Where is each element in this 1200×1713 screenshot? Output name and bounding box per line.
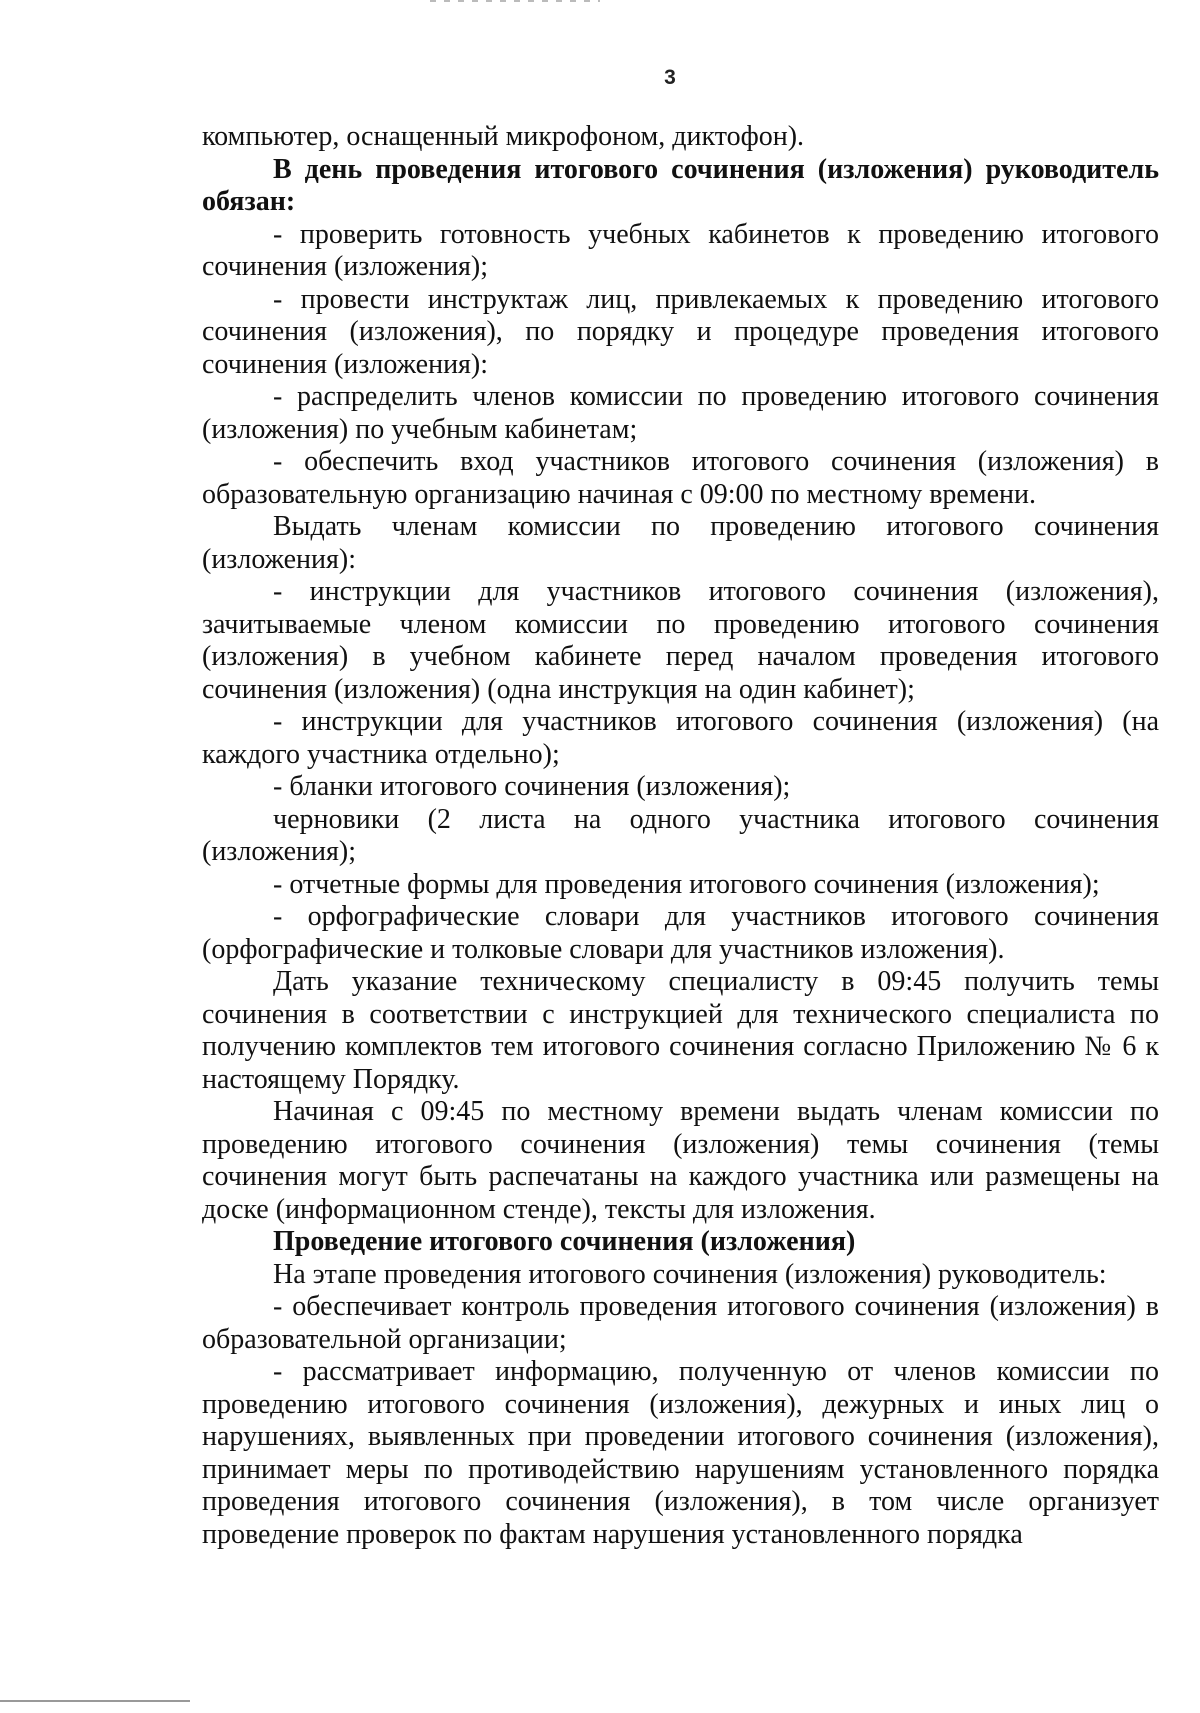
list-item: - бланки итогового сочинения (изложения); [273, 771, 791, 802]
list-item: - рассматривает информацию, полученную от членов комиссии по проведению итогового сочинения (изложения), дежурных и иных лиц о нарушениях, выявленных при проведении итогового сочинения (изложения), принимает меры по противодействию нарушениям установленного порядка проведения итогового сочинения (изложения), в том числе организует проведение проверок по фактам нарушения установленного порядка [202, 1356, 1159, 1550]
list-item: - отчетные формы для проведения итогового сочинения (изложения); [273, 868, 1100, 900]
list-item: - инструкции для участников итогового сочинения (изложения) (на каждого участника отдельно); [202, 706, 1159, 770]
paragraph: Дать указание техническому специалисту в 09:45 получить темы сочинения в соответствии с инструкцией для технического специалиста по получению комплектов тем итогового сочинения согласно Приложению № 6 к настоящему Порядку. [202, 966, 1159, 1095]
page-number: 3 [664, 66, 676, 89]
list-item: - орфографические словари для участников итогового сочинения (орфографические и толковые словари для участников изложения). [202, 901, 1159, 965]
list-item: - обеспечивает контроль проведения итогового сочинения (изложения) в образовательной организации; [202, 1291, 1159, 1355]
list-item: черновики (2 листа на одного участника итогового сочинения (изложения); [202, 803, 1159, 867]
list-item: - распределить членов комиссии по проведению итогового сочинения (изложения) по учебным кабинетам; [202, 381, 1159, 445]
list-item: - обеспечить вход участников итогового сочинения (изложения) в образовательную организацию начиная с 09:00 по местному времени. [202, 446, 1159, 510]
paragraph: Выдать членам комиссии по проведению итогового сочинения (изложения): [202, 511, 1159, 575]
paragraph: На этапе проведения итогового сочинения (изложения) руководитель: [273, 1258, 1107, 1290]
document-body [202, 121, 1159, 1551]
paragraph: Начиная с 09:45 по местному времени выдать членам комиссии по проведению итогового сочинения (изложения) темы сочинения (темы сочинения могут быть распечатаны на каждого участника или размещены на доске (информационном стенде), тексты для изложения. [202, 1096, 1159, 1225]
list-item: - провести инструктаж лиц, привлекаемых к проведению итогового сочинения (изложения), по порядку и процедуре проведения итогового сочинения (изложения): [202, 283, 1159, 380]
section-intro-bold: В день проведения итогового сочинения (изложения) руководитель обязан: [202, 153, 1159, 217]
scan-artifact-top [430, 0, 600, 2]
list-item: - инструкции для участников итогового сочинения (изложения), зачитываемые членом комиссии по проведению итогового сочинения (изложения) в учебном кабинете перед началом проведения итогового сочинения (изложения) (одна инструкция на один кабинет); [202, 576, 1159, 705]
list-item: - проверить готовность учебных кабинетов к проведению итогового сочинения (изложения); [202, 218, 1159, 282]
paragraph: компьютер, оснащенный микрофоном, диктофон). [202, 121, 805, 152]
section-heading: Проведение итогового сочинения (изложения) [273, 1226, 856, 1257]
scan-artifact-bottom [0, 1700, 190, 1702]
